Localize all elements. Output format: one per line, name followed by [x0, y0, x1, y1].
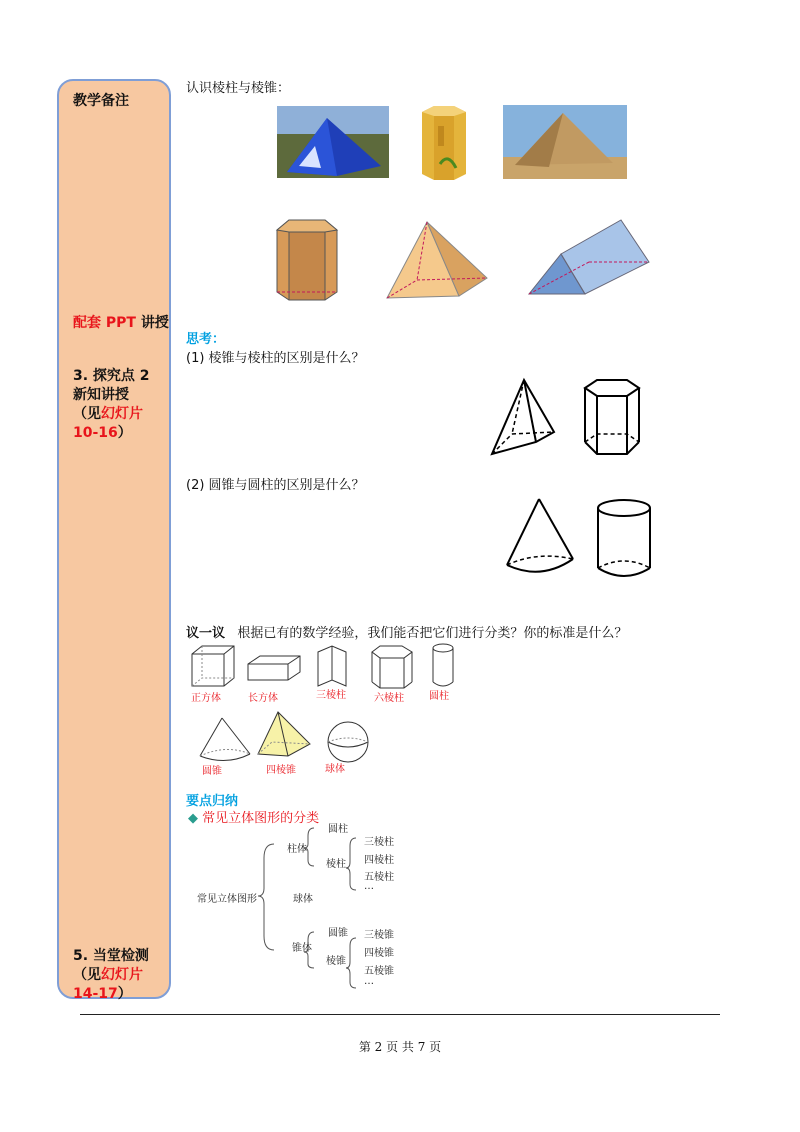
tree-prism-group: 柱体 — [287, 844, 307, 855]
square-pyramid-model — [385, 220, 489, 300]
tea-box-photo — [416, 104, 472, 180]
label-cube: 正方体 — [191, 693, 221, 704]
section5-open: （见 — [73, 967, 101, 983]
think-heading: 思考： — [186, 332, 226, 347]
tree-prism-item-3: 五棱柱 — [364, 872, 394, 883]
triangular-prism-sketch — [318, 646, 346, 686]
label-hexagonal-prism: 六棱柱 — [374, 693, 404, 704]
label-cuboid: 长方体 — [248, 693, 278, 704]
section5-ref — [73, 966, 143, 985]
sphere-sketch — [328, 722, 368, 762]
cylinder-sketch — [433, 644, 453, 686]
summary-heading: 要点归纳 — [186, 794, 239, 809]
cone-line-drawing — [505, 497, 577, 581]
hexagonal-prism-line-drawing — [583, 378, 641, 456]
section3-range-line — [73, 424, 132, 443]
section5-slides: 幻灯片 — [101, 967, 143, 983]
section3-close: ） — [117, 425, 132, 441]
tree-prism: 棱柱 — [326, 859, 346, 870]
tree-pyramid-item-4: … — [364, 976, 374, 987]
sidebar-title: 教学备注 — [73, 93, 129, 109]
discuss-text: 根据已有的数学经验，我们能否把它们进行分类？你的标准是什么？ — [237, 626, 628, 641]
discuss-label: 议一议 — [186, 626, 226, 641]
discuss-line — [186, 625, 627, 643]
section3-line1: 3. 探究点 2 — [73, 368, 150, 384]
hexagonal-prism-sketch — [372, 646, 412, 688]
diamond-icon: ◆ — [188, 811, 198, 826]
ppt-label-rest: 讲授 — [135, 315, 169, 331]
section5-range-line — [73, 985, 132, 1004]
section3-range: 10-16 — [73, 425, 118, 441]
label-cone: 圆锥 — [202, 766, 222, 777]
cylinder-line-drawing — [596, 498, 652, 580]
tree-sphere: 球体 — [293, 894, 313, 905]
section3-open: （见 — [73, 406, 101, 422]
page-footer: 第 2 页 共 7 页 — [358, 1040, 442, 1054]
tree-prism-item-1: 三棱柱 — [364, 837, 394, 848]
ppt-note — [73, 314, 169, 333]
section3-ref — [73, 405, 143, 424]
label-sphere: 球体 — [325, 764, 345, 775]
tree-prism-item-4: … — [364, 881, 374, 892]
square-pyramid-sketch — [258, 712, 310, 756]
tree-root: 常见立体图形 — [197, 894, 257, 905]
intro-text: 认识棱柱与棱锥： — [186, 81, 291, 96]
tree-cylinder: 圆柱 — [328, 824, 348, 835]
section5-close: ） — [117, 986, 132, 1002]
tree-cone-group: 锥体 — [292, 943, 312, 954]
section3-line2: 新知讲授 — [73, 387, 129, 403]
ppt-label: 配套 PPT — [73, 315, 136, 331]
tree-cone: 圆锥 — [328, 928, 348, 939]
label-square-pyramid: 四棱锥 — [266, 765, 296, 776]
footer-rule — [80, 1014, 720, 1015]
cuboid-sketch — [248, 656, 300, 680]
label-cylinder: 圆柱 — [429, 691, 449, 702]
tree-prism-item-2: 四棱柱 — [364, 855, 394, 866]
hexagonal-prism-model — [275, 218, 339, 302]
tree-pyramid-item-1: 三棱锥 — [364, 930, 394, 941]
section3-slides: 幻灯片 — [101, 406, 143, 422]
shapes-panel — [188, 642, 460, 782]
tree-pyramid-item-3: 五棱锥 — [364, 966, 394, 977]
tree-pyramid: 棱锥 — [326, 956, 346, 967]
section5-line1: 5. 当堂检测 — [73, 948, 149, 964]
teaching-notes-sidebar — [57, 79, 171, 1002]
label-triangular-prism: 三棱柱 — [316, 690, 346, 701]
triangular-prism-model — [527, 218, 651, 298]
cone-sketch — [200, 718, 250, 761]
tree-pyramid-item-2: 四棱锥 — [364, 948, 394, 959]
cube-sketch — [192, 646, 234, 686]
section5-range: 14-17 — [73, 986, 118, 1002]
summary-sub: 常见立体图形的分类 — [202, 811, 320, 826]
question-1: (1) 棱锥与棱柱的区别是什么？ — [186, 351, 365, 366]
pyramid-line-drawing — [490, 378, 556, 456]
question-2: (2) 圆锥与圆柱的区别是什么？ — [186, 478, 365, 493]
pyramid-photo — [503, 105, 627, 179]
tent-photo — [277, 106, 389, 178]
